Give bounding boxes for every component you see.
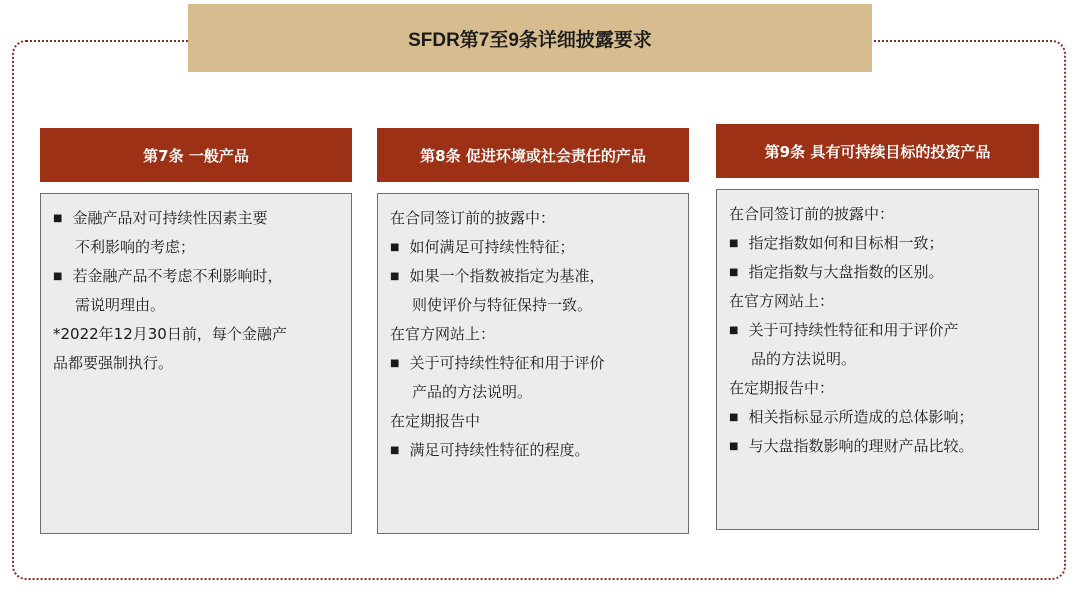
article-9-line: ■ 与大盘指数影响的理财产品比较。: [729, 432, 1028, 461]
article-9-line: ■ 指定指数与大盘指数的区别。: [729, 258, 1028, 287]
article-9-body: [716, 189, 1039, 530]
article-9-line: ■ 关于可持续性特征和用于评价产: [729, 316, 1028, 345]
article-8-line: ■ 关于可持续性特征和用于评价: [390, 349, 678, 378]
diagram-title: SFDR第7至9条详细披露要求: [188, 4, 872, 72]
article-8-body: [377, 193, 689, 534]
article-9-line: 在定期报告中：: [729, 379, 835, 397]
article-9-line: ■ 相关指标显示所造成的总体影响；: [729, 403, 1028, 432]
article-9-line: 品的方法说明。: [751, 350, 857, 368]
article-7-header: 第7条 一般产品: [40, 128, 352, 182]
article-8-line: 在定期报告中: [390, 412, 481, 430]
article-9-header: 第9条 具有可持续目标的投资产品: [716, 124, 1039, 178]
article-8-line: 产品的方法说明。: [412, 383, 533, 401]
article-8-line: ■ 如果一个指数被指定为基准，: [390, 262, 678, 291]
article-9-line: ■ 指定指数如何和目标相一致；: [729, 229, 1028, 258]
article-7-line: 品都要强制执行。: [53, 354, 174, 372]
article-8-line: 则使评价与特征保持一致。: [412, 296, 593, 314]
article-7-line: ■ 若金融产品不考虑不利影响时，: [53, 262, 341, 291]
article-7-body: [40, 193, 352, 534]
article-8-line: 在官方网站上：: [390, 325, 496, 343]
article-9-line: 在官方网站上：: [729, 292, 835, 310]
article-8-line: 在合同签订前的披露中：: [390, 209, 556, 227]
article-9-line: 在合同签订前的披露中：: [729, 205, 895, 223]
article-8-header: 第8条 促进环境或社会责任的产品: [377, 128, 689, 182]
article-8-line: ■ 如何满足可持续性特征；: [390, 233, 678, 262]
article-7-line: *2022年12月30日前，每个金融产: [53, 325, 287, 343]
article-7-line: ■ 金融产品对可持续性因素主要: [53, 204, 341, 233]
article-8-line: ■ 满足可持续性特征的程度。: [390, 436, 678, 465]
article-7-line: 不利影响的考虑；: [75, 238, 196, 256]
article-7-line: 需说明理由。: [75, 296, 166, 314]
